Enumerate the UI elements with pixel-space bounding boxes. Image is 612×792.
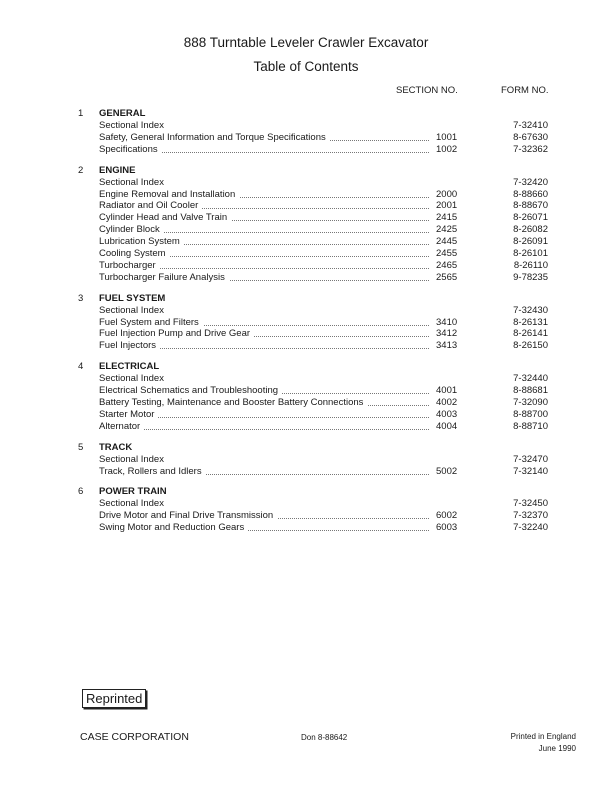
entry-form-number: 8-88681 [513, 385, 548, 397]
entry-title: Turbocharger Failure Analysis [99, 272, 229, 283]
table-of-contents [0, 108, 612, 543]
group-number: 5 [78, 441, 84, 453]
toc-entry[interactable] [0, 272, 612, 284]
entry-form-number: 7-32362 [513, 143, 548, 155]
entry-form-number: 8-88700 [513, 408, 548, 420]
entry-label [99, 177, 429, 189]
toc-entry[interactable] [0, 421, 612, 433]
entry-label [99, 510, 429, 522]
document-title: 888 Turntable Leveler Crawler Excavator [183, 35, 429, 50]
group-number: 3 [78, 292, 84, 304]
toc-group [0, 293, 612, 353]
entry-label [99, 200, 429, 212]
entry-title: Fuel Injection Pump and Drive Gear [99, 328, 254, 339]
entry-section-number: 2000 [436, 188, 458, 200]
group-number: 4 [78, 361, 84, 373]
toc-group [0, 361, 612, 432]
entry-label [99, 236, 429, 248]
toc-entry[interactable] [0, 466, 612, 478]
toc-entry[interactable] [0, 144, 612, 156]
entry-title: Turbocharger [99, 260, 160, 271]
entry-form-number: 9-78235 [513, 271, 548, 283]
entry-title: Sectional Index [99, 305, 168, 316]
entry-form-number: 8-26101 [513, 248, 548, 260]
group-title[interactable]: TRACK [99, 441, 133, 453]
entry-title: Radiator and Oil Cooler [99, 200, 202, 211]
entry-title: Safety, General Information and Torque Specifications [99, 132, 330, 143]
entry-section-number: 2445 [436, 236, 458, 248]
toc-group-header [0, 165, 612, 177]
toc-entry[interactable] [0, 260, 612, 272]
group-title[interactable]: POWER TRAIN [99, 486, 167, 498]
entry-label [99, 454, 429, 466]
entry-form-number: 8-26150 [513, 340, 548, 352]
entry-section-number: 1001 [436, 131, 458, 143]
entry-label [99, 373, 429, 385]
entry-section-number: 4004 [436, 420, 458, 432]
entry-label [99, 144, 429, 156]
entry-label [99, 212, 429, 224]
entry-label [99, 189, 429, 201]
entry-form-number: 7-32470 [513, 453, 548, 465]
toc-entry[interactable] [0, 340, 612, 352]
entry-label [99, 385, 429, 397]
entry-label [99, 340, 429, 352]
entry-title: Fuel Injectors [99, 340, 160, 351]
print-date: June 1990 [538, 744, 576, 753]
entry-form-number: 8-67630 [513, 131, 548, 143]
entry-form-number: 8-26131 [513, 316, 548, 328]
entry-form-number: 7-32440 [513, 373, 548, 385]
group-number: 1 [78, 108, 84, 119]
entry-form-number: 7-32090 [513, 397, 548, 409]
entry-form-number: 8-26141 [513, 328, 548, 340]
entry-label [99, 522, 429, 534]
entry-form-number: 8-26082 [513, 224, 548, 236]
entry-title: Starter Motor [99, 409, 158, 420]
entry-form-number: 7-32240 [513, 522, 548, 534]
group-number: 2 [78, 164, 84, 176]
entry-label [99, 272, 429, 284]
reprinted-stamp: Reprinted [82, 689, 146, 708]
entry-section-number: 4001 [436, 385, 458, 397]
toc-entry[interactable] [0, 510, 612, 522]
company-name: CASE CORPORATION [80, 731, 189, 743]
entry-title: Sectional Index [99, 373, 168, 384]
column-header-form-no: FORM NO. [501, 85, 549, 96]
entry-form-number: 7-32410 [513, 120, 548, 131]
entry-form-number: 7-32370 [513, 510, 548, 522]
entry-label [99, 317, 429, 329]
toc-entry[interactable] [0, 224, 612, 236]
toc-entry[interactable] [0, 305, 612, 317]
entry-section-number: 6002 [436, 510, 458, 522]
toc-group-header [0, 442, 612, 454]
toc-group [0, 108, 612, 156]
toc-entry[interactable] [0, 522, 612, 534]
entry-form-number: 8-26091 [513, 236, 548, 248]
group-number: 6 [78, 486, 84, 498]
entry-section-number: 2465 [436, 259, 458, 271]
entry-form-number: 7-32140 [513, 465, 548, 477]
entry-title: Track, Rollers and Idlers [99, 466, 206, 477]
toc-entry[interactable] [0, 132, 612, 144]
document-number: Don 8-88642 [301, 733, 348, 742]
entry-label [99, 260, 429, 272]
document-subtitle: Table of Contents [253, 59, 359, 74]
entry-section-number: 3412 [436, 328, 458, 340]
entry-title: Sectional Index [99, 498, 168, 509]
printed-location: Printed in England [510, 732, 576, 741]
toc-group-header [0, 486, 612, 498]
entry-section-number: 2001 [436, 200, 458, 212]
entry-title: Cylinder Head and Valve Train [99, 212, 231, 223]
entry-title: Fuel System and Filters [99, 317, 203, 328]
entry-section-number: 4003 [436, 408, 458, 420]
toc-entry[interactable] [0, 397, 612, 409]
toc-group-header [0, 361, 612, 373]
toc-entry[interactable] [0, 236, 612, 248]
entry-label [99, 328, 429, 340]
entry-label [99, 466, 429, 478]
toc-entry[interactable] [0, 498, 612, 510]
entry-section-number: 2415 [436, 212, 458, 224]
entry-title: Cooling System [99, 248, 170, 259]
entry-title: Specifications [99, 144, 162, 155]
entry-label [99, 305, 429, 317]
toc-entry[interactable] [0, 317, 612, 329]
toc-entry[interactable] [0, 120, 612, 132]
entry-section-number: 3413 [436, 340, 458, 352]
entry-label [99, 132, 429, 144]
entry-title: Cylinder Block [99, 224, 164, 235]
column-header-section-no: SECTION NO. [396, 85, 458, 96]
entry-label [99, 397, 429, 409]
entry-title: Sectional Index [99, 177, 168, 188]
group-title[interactable]: ELECTRICAL [99, 361, 160, 373]
entry-form-number: 7-32430 [513, 304, 548, 316]
entry-title: Electrical Schematics and Troubleshooting [99, 385, 282, 396]
entry-title: Battery Testing, Maintenance and Booster Battery Connections [99, 397, 367, 408]
toc-group [0, 442, 612, 478]
toc-entry[interactable] [0, 409, 612, 421]
entry-title: Sectional Index [99, 120, 168, 131]
entry-title: Sectional Index [99, 454, 168, 465]
entry-label [99, 224, 429, 236]
entry-label [99, 421, 429, 433]
entry-form-number: 8-26071 [513, 212, 548, 224]
toc-entry[interactable] [0, 200, 612, 212]
entry-section-number: 6003 [436, 522, 458, 534]
entry-title: Lubrication System [99, 236, 184, 247]
entry-section-number: 5002 [436, 465, 458, 477]
toc-entry[interactable] [0, 328, 612, 340]
toc-group-header [0, 108, 612, 120]
toc-entry[interactable] [0, 248, 612, 260]
toc-entry[interactable] [0, 454, 612, 466]
group-title[interactable]: ENGINE [99, 164, 136, 176]
toc-entry[interactable] [0, 373, 612, 385]
entry-section-number: 1002 [436, 143, 458, 155]
entry-section-number: 2455 [436, 248, 458, 260]
entry-title: Swing Motor and Reduction Gears [99, 522, 248, 533]
entry-label [99, 498, 429, 510]
group-title[interactable]: FUEL SYSTEM [99, 292, 166, 304]
toc-entry[interactable] [0, 177, 612, 189]
entry-section-number: 2565 [436, 271, 458, 283]
toc-entry[interactable] [0, 385, 612, 397]
toc-group-header [0, 293, 612, 305]
entry-title: Drive Motor and Final Drive Transmission [99, 510, 277, 521]
entry-form-number: 7-32420 [513, 176, 548, 188]
entry-section-number: 4002 [436, 397, 458, 409]
entry-form-number: 8-26110 [513, 259, 548, 271]
entry-label [99, 409, 429, 421]
entry-label [99, 120, 429, 132]
entry-form-number: 8-88660 [513, 188, 548, 200]
entry-form-number: 8-88670 [513, 200, 548, 212]
entry-title: Alternator [99, 421, 144, 432]
toc-entry[interactable] [0, 212, 612, 224]
entry-section-number: 2425 [436, 224, 458, 236]
group-title[interactable]: GENERAL [99, 108, 146, 119]
toc-group [0, 165, 612, 284]
entry-title: Engine Removal and Installation [99, 189, 239, 200]
toc-entry[interactable] [0, 189, 612, 201]
entry-form-number: 8-88710 [513, 420, 548, 432]
toc-group [0, 486, 612, 534]
entry-section-number: 3410 [436, 316, 458, 328]
entry-label [99, 248, 429, 260]
entry-form-number: 7-32450 [513, 498, 548, 510]
